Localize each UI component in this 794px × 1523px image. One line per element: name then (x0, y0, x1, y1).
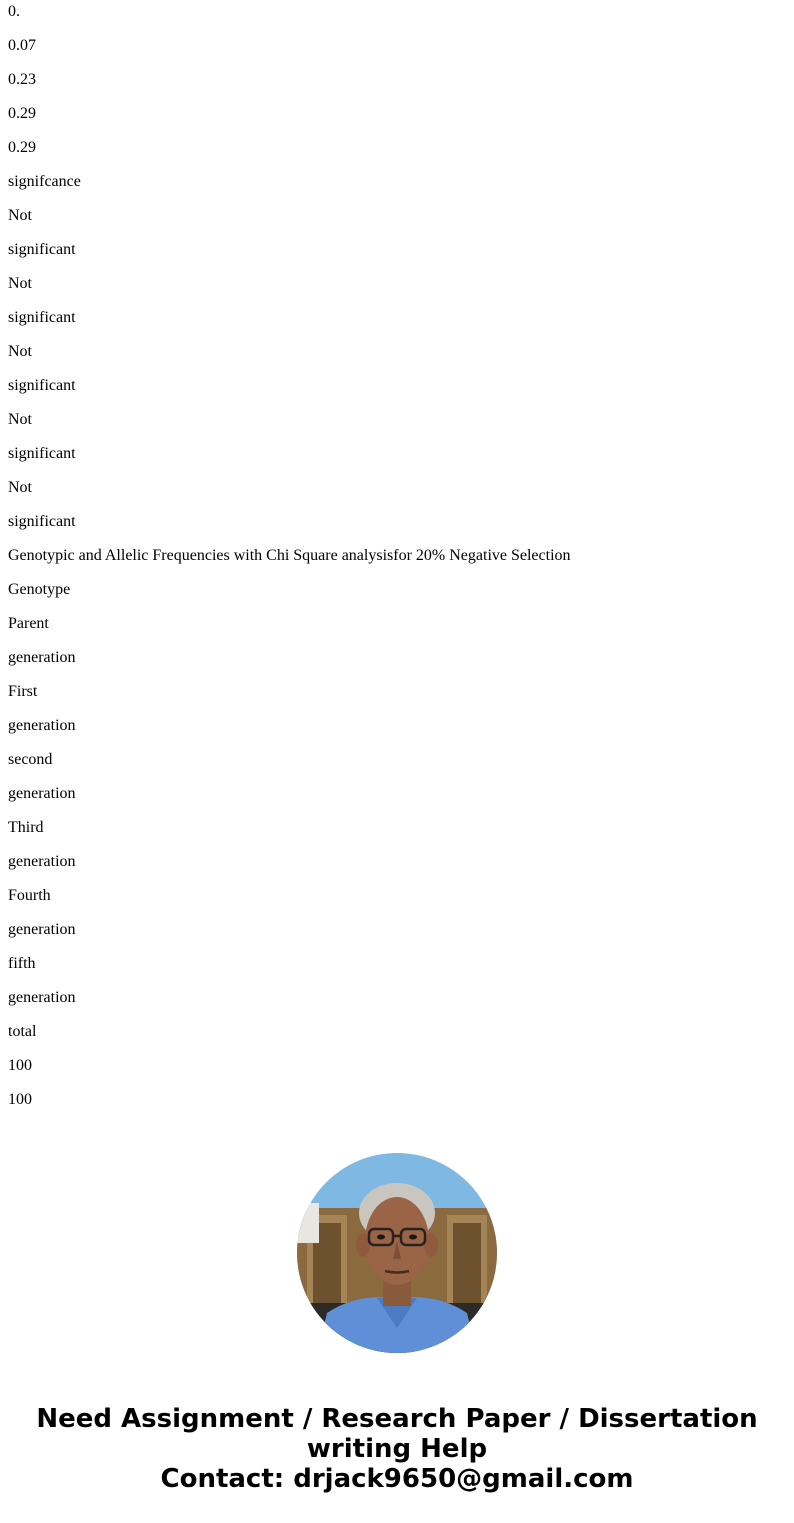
promo-line-1: Need Assignment / Research Paper / Dissertation (36, 1404, 758, 1434)
promo-line-2: writing Help (306, 1434, 488, 1464)
section-heading: Genotypic and Allelic Frequencies with Chi Square analysisfor 20% Negative Selection (8, 547, 571, 564)
text-line: Third (8, 819, 44, 836)
text-line: significant (8, 513, 76, 530)
document-text (8, 0, 788, 1125)
text-line: second (8, 751, 53, 768)
text-line: significant (8, 241, 76, 258)
text-line: 0. (8, 3, 20, 20)
text-line: generation (8, 853, 76, 870)
text-line: significant (8, 377, 76, 394)
text-line: First (8, 683, 38, 700)
text-line: 100 (8, 1091, 32, 1108)
text-line: Fourth (8, 887, 51, 904)
text-line: generation (8, 785, 76, 802)
text-line: Not (8, 207, 32, 224)
text-line: 0.29 (8, 139, 36, 156)
text-line: Genotype (8, 581, 71, 598)
text-line: 0.07 (8, 37, 36, 54)
text-line: 100 (8, 1057, 32, 1074)
text-line: generation (8, 921, 76, 938)
text-line: Not (8, 275, 32, 292)
text-line: 0.23 (8, 71, 36, 88)
text-line: generation (8, 649, 76, 666)
avatar-portrait-image (297, 1153, 497, 1353)
text-line: Not (8, 411, 32, 428)
text-line: significant (8, 309, 76, 326)
text-line: generation (8, 989, 76, 1006)
text-line: fifth (8, 955, 36, 972)
text-line: signifcance (8, 173, 81, 190)
author-avatar (297, 1153, 497, 1353)
text-line: 0.29 (8, 105, 36, 122)
text-line: significant (8, 445, 76, 462)
promo-banner (0, 1404, 794, 1494)
text-line: generation (8, 717, 76, 734)
promo-contact: Contact: drjack9650@gmail.com (160, 1464, 634, 1494)
text-line: Parent (8, 615, 49, 632)
text-line: Not (8, 479, 32, 496)
text-line: Not (8, 343, 32, 360)
text-line: total (8, 1023, 37, 1040)
